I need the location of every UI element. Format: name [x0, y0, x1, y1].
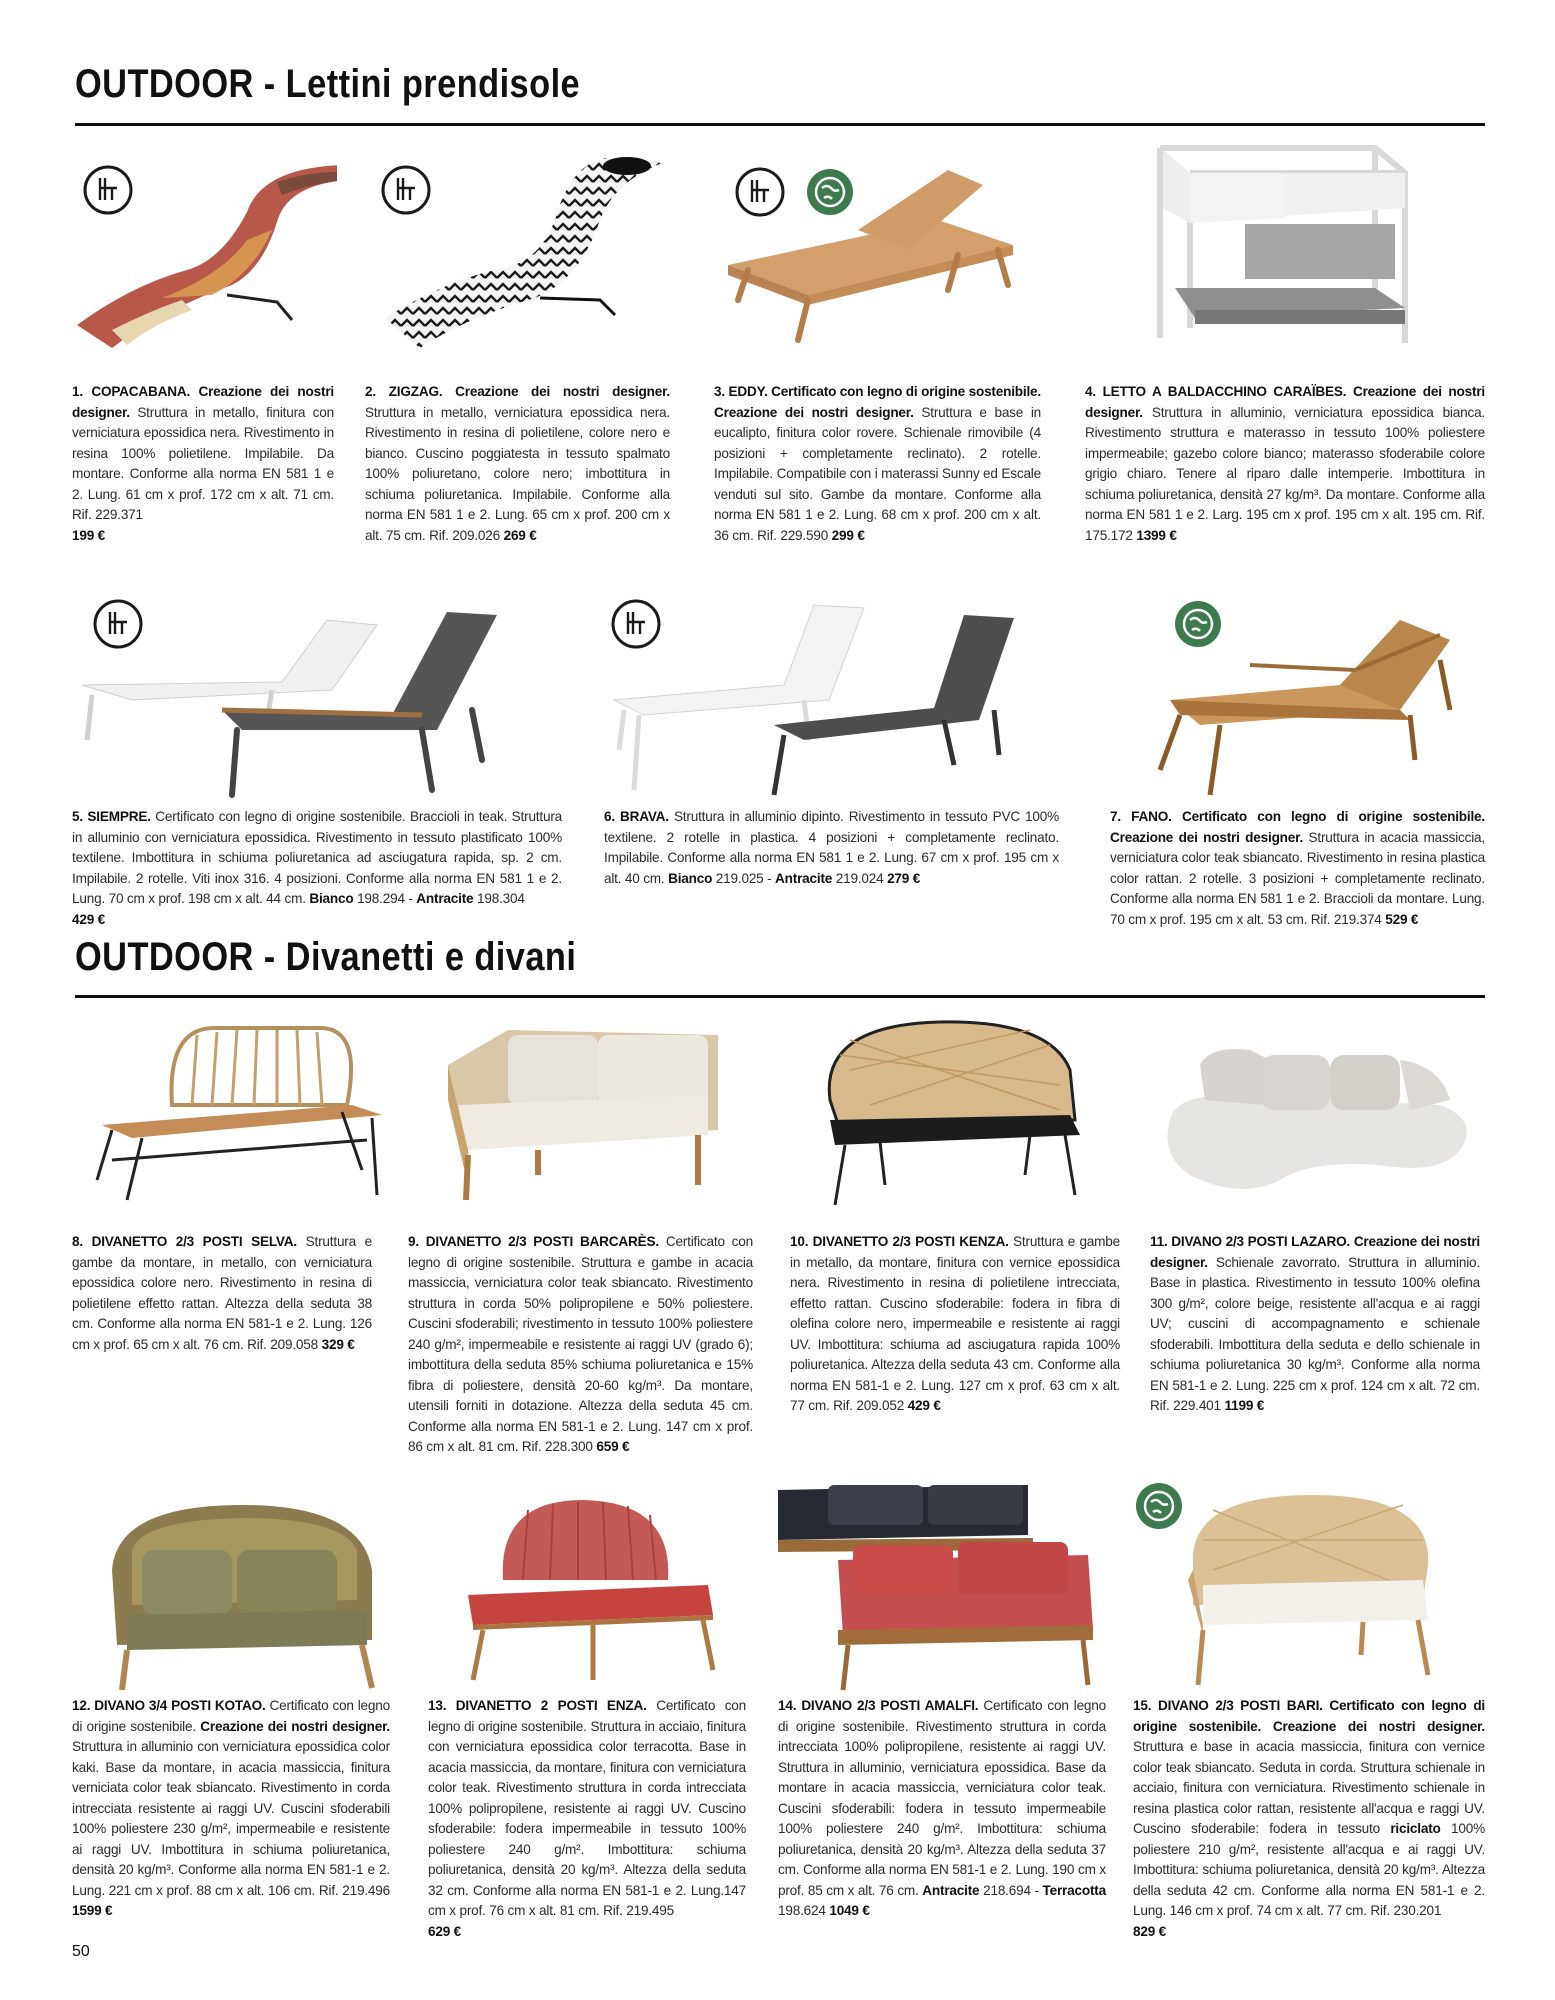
product-image-selva [72, 1010, 387, 1210]
product-text: Struttura e gambe da montare, in metallo, con verniciatura epossidica colore nero. Rivestimento in resina di polietilene effetto rattan. Altezza della seduta 38 cm. Conforme alla norma EN 581-1 e 2. Lung. 126 cm x prof. 65 cm x alt. 76 cm. Rif. 209.058 [72, 1234, 372, 1352]
product-desc [408, 1232, 753, 1458]
product-price: 329 € [321, 1336, 355, 1352]
product-price: 299 € [831, 527, 865, 543]
variant-ref: 198.294 [357, 891, 405, 906]
product-image-kenza [790, 1010, 1120, 1210]
product-card-eddy [708, 150, 1048, 550]
product-text: 100% poliestere 210 g/m², resistente all'acqua e ai raggi UV. Imbottitura: schiuma poliuretanica, densità 20 kg/m³. Altezza della seduta 42 cm. Conforme alla norma EN 581-1 e 2. Lung. 146 cm x prof. 74 cm x alt. 77 cm. Rif. 230.201 [1133, 1821, 1485, 1918]
product-image-copacabana [72, 150, 337, 350]
product-desc [790, 1232, 1120, 1417]
product-price: 429 € [907, 1398, 941, 1413]
product-card-lazaro [1150, 1010, 1485, 1440]
section-rule [75, 123, 1485, 126]
product-desc [714, 382, 1041, 546]
product-desc [72, 1696, 390, 1922]
product-card-siempre [72, 590, 562, 940]
product-image-bari [1133, 1470, 1485, 1695]
product-card-enza [428, 1490, 748, 1939]
product-price: 1049 € [829, 1903, 870, 1918]
product-image-brava [604, 590, 1059, 800]
product-title: 3. EDDY. Certificato con legno di origine sostenibile. Creazione dei nostri designer. [714, 384, 1041, 420]
product-desc [1085, 382, 1485, 546]
product-price: 1199 € [1224, 1398, 1265, 1413]
product-highlight: riciclato [1390, 1821, 1441, 1836]
product-card-bari [1133, 1470, 1485, 1939]
product-title: 8. DIVANETTO 2/3 POSTI SELVA. [72, 1234, 297, 1249]
section-rule [75, 995, 1485, 998]
product-text: Struttura in alluminio con verniciatura epossidica color kaki. Base da montare, in acacia massiccia, finitura verniciata color teak sbiancato. Rivestimento in corda intrecciata resistente ai raggi UV. Cuscini sfoderabili 100% poliestere 230 g/m², impermeabile e resistente ai raggi UV. Imbottitura in schiuma poliuretanica, densità 20 kg/m³. Conforme alla norma EN 581-1 e 2. Lung. 221 cm x prof. 88 cm x alt. 106 cm. Rif. 219.496 [72, 1739, 390, 1898]
product-card-kenza [790, 1010, 1120, 1440]
product-price: 629 € [428, 1923, 462, 1939]
product-card-zigzag [365, 150, 680, 550]
product-price: 659 € [596, 1439, 630, 1454]
product-title: 1. COPACABANA. Creazione dei nostri designer. [72, 384, 334, 420]
product-image-kotao [72, 1490, 392, 1690]
product-image-amalfi [778, 1470, 1108, 1695]
variant-ref: 198.624 [778, 1903, 826, 1918]
product-title: 6. BRAVA. [604, 809, 669, 824]
product-text: Struttura e gambe in metallo, da montare, finitura con vernice epossidica nera. Rivestimento in resina di polietilene intrecciata, effetto rattan. Cuscino sfoderabile: fodera in fibra di olefina colore nero, impermeabile e resistente ai raggi UV. Imbottitura: schiuma ad asciugatura rapida 100% poliuretanica. Altezza della seduta 43 cm. Conforme alla norma EN 581-1 e 2. Lung. 127 cm x prof. 63 cm x alt. 77 cm. Rif. 209.052 [790, 1234, 1121, 1413]
page-number: 50 [72, 1943, 90, 1960]
variant-ref: 219.024 [835, 870, 884, 886]
product-card-brava [604, 590, 1059, 940]
product-title: 13. DIVANETTO 2 POSTI ENZA. [428, 1698, 647, 1713]
product-text: Schienale zavorrato. Struttura in alluminio. Base in plastica. Rivestimento in tessuto 100% olefina 300 g/m², colore beige, resistente all'acqua e ai raggi UV; cuscini di accompagnamento e schienale sfoderabili. Imbottitura della seduta e dello schienale in schiuma poliuretanica 30 kg/m³. Conforme alla norma EN 581-1 e 2. Lung. 225 cm x prof. 124 cm x alt. 72 cm. Rif. 229.401 [1150, 1254, 1480, 1413]
product-desc [72, 1232, 372, 1355]
product-title: 7. FANO. Certificato con legno di origine sostenibile. Creazione dei nostri designer. [1110, 809, 1485, 845]
variant-ref: 219.025 [715, 870, 764, 886]
product-text: Struttura in alluminio dipinto. Rivestimento in tessuto PVC 100% textilene. 2 rotelle in plastica. 4 posizioni + completamente reclinato. Impilabile. Conforme alla norma EN 581 1 e 2. Lung. 67 cm x prof. 195 cm x alt. 40 cm. [604, 809, 1059, 886]
product-text: Certificato con legno di origine sostenibile. Braccioli in teak. Struttura in alluminio con verniciatura epossidica. Rivestimento in tessuto plastificato 100% textilene. Imbottitura in schiuma poliuretanica ad asciugatura rapida, sp. 2 cm. Impilabile. 2 rotelle. Viti inox 316. 4 posizioni. Conforme alla norma EN 581 1 e 2. Lung. 70 cm x prof. 198 cm x alt. 44 cm. [72, 809, 563, 906]
product-text: Certificato con legno di origine sostenibile. Rivestimento struttura in corda intrecciata 100% polipropilene, resistente ai raggi UV. Struttura in alluminio, verniciatura epossidica. Base da montare in acacia massiccia, verniciatura color teak. Cuscini sfoderabili: fodera in tessuto impermeabile 100% poliestere 240 g/m². Imbottitura: schiuma poliuretanica, densità 20 kg/m³. Altezza della seduta 37 cm. Conforme alla norma EN 581-1 e 2. Lung. 190 cm x prof. 85 cm x alt. 76 cm. [778, 1698, 1107, 1898]
variant-label: Antracite [922, 1882, 980, 1898]
product-desc [1133, 1696, 1485, 1942]
product-desc [428, 1696, 746, 1942]
product-price: 1399 € [1136, 527, 1177, 543]
product-title: 2. ZIGZAG. Creazione dei nostri designer. [365, 384, 670, 399]
product-card-fano [1110, 590, 1485, 940]
product-card-caraibes [1085, 138, 1485, 550]
variant-ref: 218.694 [983, 1882, 1031, 1898]
product-subtitle: Creazione dei nostri designer. [200, 1718, 391, 1734]
product-price: 1599 € [72, 1903, 113, 1918]
product-image-zigzag [365, 150, 680, 350]
product-desc [365, 382, 670, 546]
section-title-sofas: OUTDOOR - Divanetti e divani [75, 935, 577, 979]
product-text: Certificato con legno di origine sostenibile. Struttura e gambe in acacia massiccia, verniciatura color teak sbiancato. Rivestimento struttura in corda 50% polipropilene e 50% poliestere. Cuscini sfoderabili; rivestimento in tessuto 100% poliestere 240 g/m², impermeabile e resistente ai raggi UV (grado 6); imbottitura della seduta 85% schiuma poliuretanica e 15% fibra di poliestere, densità 20-60 kg/m³. Da montare, utensili forniti in dotazione. Altezza della seduta 45 cm. Conforme alla norma EN 581-1 e 2. Lung. 147 cm x prof. 86 cm x alt. 81 cm. Rif. 228.300 [408, 1234, 753, 1454]
product-title: 10. DIVANETTO 2/3 POSTI KENZA. [790, 1234, 1009, 1249]
product-title: 12. DIVANO 3/4 POSTI KOTAO. [72, 1698, 266, 1713]
variant-ref: 198.304 [477, 891, 525, 906]
product-text: Certificato con legno di origine sostenibile. Struttura in acciaio, finitura con verniciatura epossidica color terracotta. Base in acacia massiccia, da montare, finitura con verniciatura color teak. Rivestimento struttura in corda intrecciata 100% polipropilene, resistente ai raggi UV. Cuscino sfoderabile: fodera impermeabile in tessuto 100% poliestere 240 g/m². Imbottitura: schiuma poliuretanica, densità 20 kg/m³. Altezza della seduta 32 cm. Conforme alla norma EN 581-1 e 2. Lung.147 cm x prof. 76 cm x alt. 81 cm. Rif. 219.495 [428, 1698, 747, 1918]
product-desc [1150, 1232, 1480, 1417]
variant-label: Antracite [416, 891, 474, 906]
product-desc: 14. DIVANO 2/3 POSTI AMALFI. Certificato con legno di origine sostenibile. Rivestimento struttura in corda intrecciata 100% polipropilene, resistente ai raggi UV. Struttura in alluminio, verniciatura epossidica. Base da montare in acacia massiccia, verniciatura color teak. Cuscini sfoderabili: fodera in tessuto impermeabile 100% poliestere 240 g/m². Imbottitura: schiuma poliuretanica, densità 20 kg/m³. Altezza della seduta 37 cm. Conforme alla norma EN 581-1 e 2. Lung. 190 cm x prof. 85 cm x alt. 76 cm. Antracite 218.694 - Terracotta 198.624 1049 € [778, 1698, 1107, 1918]
product-desc: 5. SIEMPRE. Certificato con legno di origine sostenibile. Braccioli in teak. Struttura in alluminio con verniciatura epossidica. Rivestimento in tessuto plastificato 100% textilene. Imbottitura in schiuma poliuretanica ad asciugatura rapida, sp. 2 cm. Impilabile. 2 rotelle. Viti inox 316. 4 posizioni. Conforme alla norma EN 581 1 e 2. Lung. 70 cm x prof. 198 cm x alt. 44 cm. Bianco 198.294 - Antracite 198.304 429 € [72, 809, 563, 927]
product-card-barcares [408, 1010, 758, 1454]
product-text: Struttura in alluminio, verniciatura epossidica bianca. Rivestimento struttura e materasso in tessuto 100% poliestere impermeabile; gazebo colore bianco; materasso sfoderabile colore grigio chiaro. Tenere al riparo dalle intemperie. Imbottitura in schiuma poliuretanica, densità 27 kg/m³. Da montare. Conforme alla norma EN 581 1 e 2. Larg. 195 cm x prof. 195 cm x alt. 195 cm. Rif. 175.172 [1085, 404, 1486, 543]
variant-label: Bianco [668, 870, 713, 886]
product-card-kotao [72, 1490, 392, 1918]
product-desc: 6. BRAVA. Struttura in alluminio dipinto. Rivestimento in tessuto PVC 100% textilene. 2 rotelle in plastica. 4 posizioni + completamente reclinato. Impilabile. Conforme alla norma EN 581 1 e 2. Lung. 67 cm x prof. 195 cm x alt. 40 cm. Bianco 219.025 - Antracite 219.024 279 € [604, 809, 1059, 886]
section-title-loungers: OUTDOOR - Lettini prendisole [75, 62, 581, 106]
product-title: 11. DIVANO 2/3 POSTI LAZARO. Creazione dei nostri designer. [1150, 1234, 1480, 1270]
product-price: 199 € [72, 527, 106, 543]
product-price: 429 € [72, 911, 106, 927]
product-price: 529 € [1385, 911, 1419, 927]
product-title: 5. SIEMPRE. [72, 809, 151, 824]
product-card-amalfi [778, 1470, 1108, 1918]
product-text: Struttura e base in eucalipto, finitura color rovere. Schienale rimovibile (4 posizioni + completamente reclinato). 2 rotelle. Impilabile. Compatibile con i materassi Sunny ed Escale venduti sul sito. Gambe da montare. Conforme alla norma EN 581 1 e 2. Lung. 68 cm x prof. 200 cm x alt. 36 cm. Rif. 229.590 [714, 404, 1042, 543]
product-title: 14. DIVANO 2/3 POSTI AMALFI. [778, 1698, 979, 1713]
product-text: Struttura in metallo, finitura con verniciatura epossidica nera. Rivestimento in resina 100% polietilene. Impilabile. Da montare. Conforme alla norma EN 581 1 e 2. Lung. 61 cm x prof. 172 cm x alt. 71 cm. Rif. 229.371 [72, 404, 334, 522]
variant-label: Bianco [309, 891, 354, 906]
product-image-lazaro [1150, 1010, 1485, 1210]
product-title: 15. DIVANO 2/3 POSTI BARI. Certificato con legno di origine sostenibile. Creazione dei nostri designer. [1133, 1698, 1485, 1734]
product-image-fano [1110, 590, 1485, 800]
variant-label: Terracotta [1042, 1882, 1106, 1898]
product-text: Struttura in metallo, verniciatura epossidica nera. Rivestimento in resina di polietilene, colore nero e bianco. Cuscino poggiatesta in tessuto spalmato 100% poliuretano, colore nero; imbottitura in schiuma poliuretanica. Impilabile. Conforme alla norma EN 581 1 e 2. Lung. 65 cm x prof. 200 cm x alt. 75 cm. Rif. 209.026 [365, 404, 670, 543]
product-price: 829 € [1133, 1923, 1167, 1939]
product-text: Struttura e base in acacia massiccia, finitura con vernice color teak sbiancato. Seduta in corda. Struttura schienale in acciaio, finitura con verniciatura. Rivestimento schienale in resina plastica color rattan, resistente all'acqua e raggi UV. Cuscino sfoderabile: fodera in tessuto [1133, 1739, 1485, 1836]
product-price: 279 € [887, 870, 921, 886]
product-card-copacabana [72, 150, 337, 550]
product-desc [1110, 807, 1485, 930]
product-text: Struttura in acacia massiccia, verniciatura color teak sbiancato. Rivestimento in resina plastica color rattan. 2 rotelle. 3 posizioni + completamente reclinato. Conforme alla norma EN 581 1 e 2. Braccioli da montare. Lung. 70 cm x prof. 195 cm x alt. 53 cm. Rif. 219.374 [1110, 829, 1485, 927]
product-image-eddy [708, 150, 1048, 350]
product-card-selva [72, 1010, 387, 1440]
product-price: 269 € [503, 527, 537, 543]
product-image-enza [428, 1490, 748, 1690]
variant-label: Antracite [775, 870, 833, 886]
product-image-caraibes [1085, 138, 1485, 348]
product-title: 9. DIVANETTO 2/3 POSTI BARCARÈS. [408, 1234, 659, 1249]
product-desc [72, 382, 334, 546]
product-image-siempre [72, 590, 562, 800]
product-text: Certificato con legno di origine sostenibile. [72, 1698, 390, 1734]
product-title: 4. LETTO A BALDACCHINO CARAÏBES. Creazione dei nostri designer. [1085, 384, 1485, 420]
product-image-barcares [408, 1010, 758, 1210]
